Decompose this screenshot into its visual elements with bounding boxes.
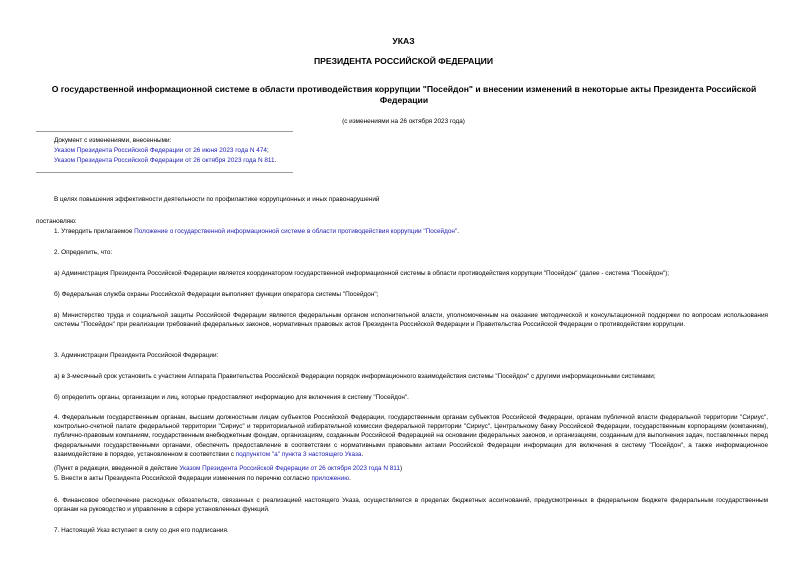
change-link-474[interactable]: Указом Президента Российской Федерации от 26 июня 2023 года N 474 — [54, 147, 267, 154]
paragraph-2: 2. Определить, что: — [54, 249, 113, 256]
paragraph-6: 6. Финансовое обеспечение расходных обязательств, связанных с реализацией настоящего Указа, осуществляется в пределах бюджетных ассигнований, предусмотренных в федеральном бюджете федеральным государственным органам на руководство и управление в сфере установленных функций. — [54, 497, 768, 514]
paragraph-7: 7. Настоящий Указ вступает в силу со дня его подписания. — [54, 527, 229, 534]
appendix-link[interactable]: приложению — [311, 475, 350, 482]
amendment-link-811[interactable]: Указом Президента Российской Федерации от 26 октября 2023 года N 811 — [179, 465, 400, 472]
changes-sep: . — [274, 157, 277, 164]
paragraph-3a: а) в 3-месячный срок установить с участием Аппарата Правительства Российской Федерации порядок информационного взаимодействия системы "Посейдон" с другими информационными системами; — [54, 373, 656, 380]
top-divider — [36, 131, 293, 132]
paragraph-3b: б) определить органы, организации и лиц, которые предоставляют информацию для включения в систему "Посейдон". — [54, 394, 409, 401]
subclause-link[interactable]: подпунктом "а" пункта 3 настоящего Указа — [235, 450, 362, 458]
regulation-link[interactable]: Положение о государственной информационной системе в области противодействия коррупции "Посейдон" — [134, 228, 458, 235]
preamble: В целях повышения эффективности деятельности по профилактике коррупционных и иных правонарушений — [54, 196, 380, 203]
president-line: ПРЕЗИДЕНТА РОССИЙСКОЙ ФЕДЕРАЦИИ — [313, 56, 494, 66]
changes-sep: ; — [266, 147, 269, 154]
paragraph-3: 3. Администрации Президента Российской Федерации: — [54, 352, 219, 359]
change-link-811[interactable]: Указом Президента Российской Федерации от 26 октября 2023 года N 811 — [54, 157, 275, 164]
resolve-word: постановляю: — [36, 218, 77, 225]
paragraph-5: 5. Внести в акты Президента Российской Федерации изменения по перечню согласно приложению. — [54, 475, 351, 482]
changes-box — [54, 136, 354, 166]
paragraph-2a: а) Администрация Президента Российской Федерации является координатором государственной информационной системы в области противодействия коррупции "Посейдон" (далее - система "Посейдон"); — [54, 270, 670, 277]
paragraph-4: 4. Федеральным государственным органам, высшим должностным лицам субъектов Российской Федерации, государственным органам субъектов Российской Федерации, органам публичной власти федеральной территории "Сириус", контрольно-счетной палате федеральной территории "Сириус" и территориальной избирательной комиссии федеральной территории "Сириус", Центральному банку Российской Федерации, государственным корпорациям (компаниям), публично-правовым компаниям, государственным внебюджетным фондам, организациям, созданным Российской Федерацией на основании федеральных законов, и организациям, созданным для выполнения задач, поставленных перед федеральными государственными органами, обеспечить предоставление в соответствии с нормативными правовыми актами Российской Федерации информации для включения в систему "Посейдон", а также информационное взаимодействие в порядке, установленном в соответствии с подпунктом "а" пункта 3 настоящего Указа. — [54, 414, 768, 458]
revision-note: (с изменениями на 26 октября 2023 года) — [342, 118, 465, 125]
paragraph-1: 1. Утвердить прилагаемое Положение о государственной информационной системе в области противодействия коррупции "Посейдон". — [54, 228, 459, 235]
paragraph-2b: б) Федеральная служба охраны Российской Федерации выполняет функции оператора системы "Посейдон"; — [54, 291, 379, 298]
changes-label: Документ с изменениями, внесенными: — [54, 137, 172, 144]
decree-word: УКАЗ — [392, 36, 415, 46]
document-title: О государственной информационной системе в области противодействия коррупции "Посейдон" и внесении изменений в некоторые акты Президента Российской Федерации — [51, 84, 757, 105]
paragraph-4-note: (Пункт в редакции, введенной в действие Указом Президента Российской Федерации от 26 октября 2023 года N 811) — [54, 465, 403, 472]
bottom-divider — [36, 172, 293, 173]
paragraph-2c: в) Министерство труда и социальной защиты Российской Федерации является федеральным органом исполнительной власти, уполномоченным на оказание методической и консультационной поддержки по вопросам использования системы "Посейдон" при реализации требований федеральных законов, нормативных правовых актов Президента Российской Федерации и Правительства Российской Федерации о противодействии коррупции. — [54, 312, 768, 329]
